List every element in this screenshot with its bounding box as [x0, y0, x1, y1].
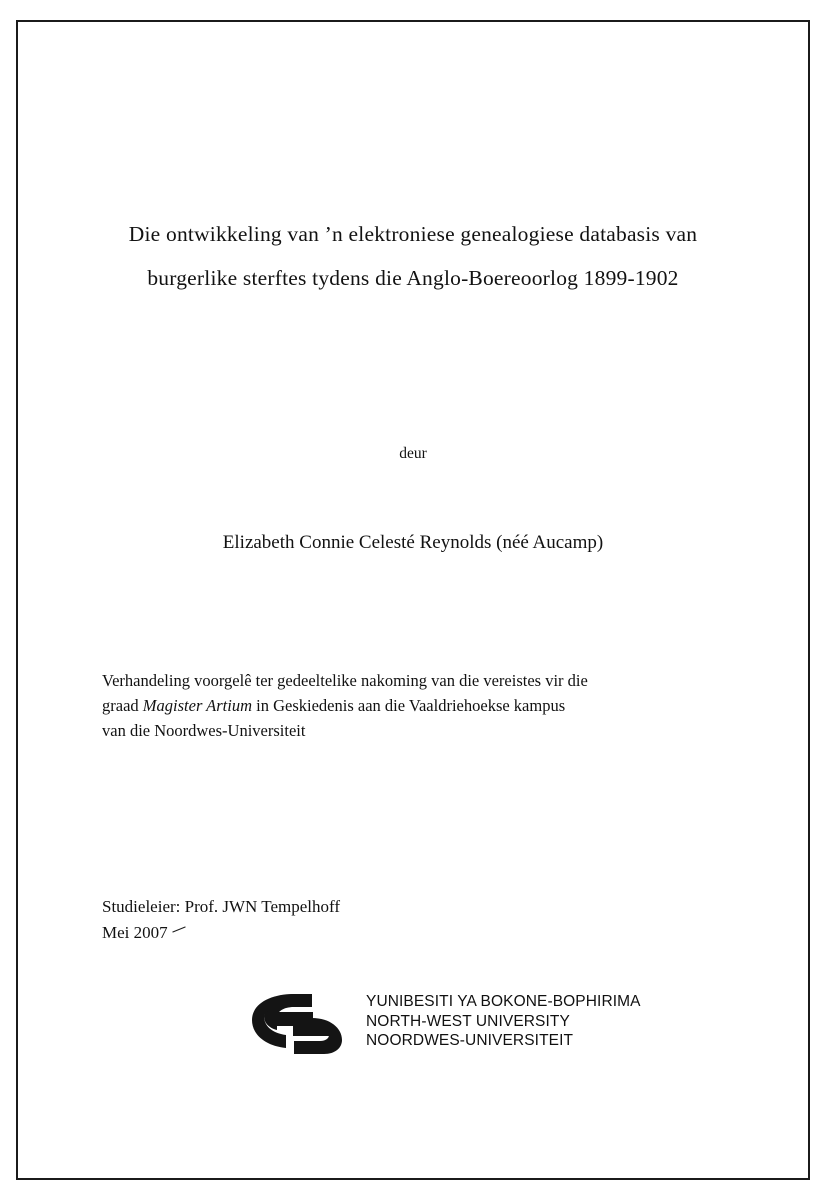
university-logo-block: [248, 986, 668, 1062]
logo-text-line-2: NORTH-WEST UNIVERSITY: [366, 1012, 570, 1030]
degree-name: Magister Artium: [142, 696, 253, 715]
university-logo-text: [366, 992, 641, 1051]
statement-line-2-before: graad: [102, 696, 143, 715]
statement-line-1: Verhandeling voorgelê ter gedeeltelike nakoming van die vereistes vir die: [102, 671, 588, 690]
date-text: Mei 2007: [102, 923, 168, 942]
logo-text-line-3: NOORDWES-UNIVERSITEIT: [366, 1032, 574, 1049]
author-name: Elizabeth Connie Celesté Reynolds (néé Aucamp): [222, 532, 604, 553]
by-word: deur: [399, 445, 427, 462]
logo-text-line-1: YUNIBESITI YA BOKONE-BOPHIRIMA: [366, 993, 641, 1010]
page-content: [96, 20, 730, 1180]
degree-statement: [102, 668, 722, 743]
statement-line-2-after: in Geskiedenis aan die Vaaldriehoekse kampus: [252, 696, 566, 715]
supervisor-block: [102, 894, 722, 946]
statement-line-2: [102, 693, 722, 718]
document-title: [96, 212, 730, 300]
date-line: [102, 920, 722, 946]
statement-line-3: van die Noordwes-Universiteit: [102, 721, 306, 740]
title-line-1: Die ontwikkeling van ’n elektroniese genealogiese databasis van: [128, 222, 698, 246]
pen-stroke-mark: [172, 926, 185, 932]
north-west-university-logo-icon: [248, 990, 358, 1058]
supervisor-line: Studieleier: Prof. JWN Tempelhoff: [102, 897, 341, 916]
title-line-2: burgerlike sterftes tydens die Anglo-Boereoorlog 1899-1902: [147, 266, 679, 290]
